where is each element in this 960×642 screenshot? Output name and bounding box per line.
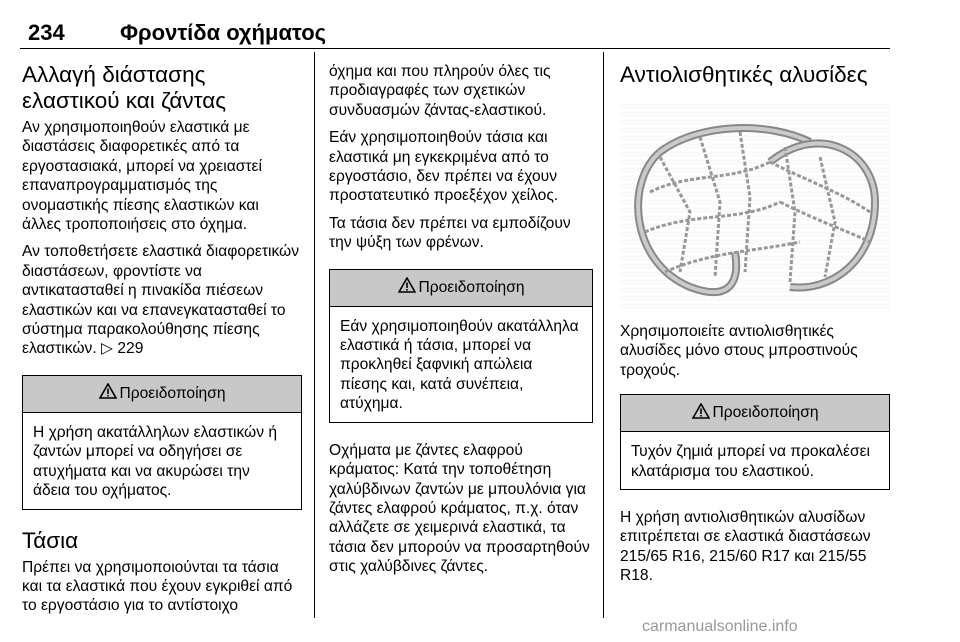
column-divider-right xyxy=(603,52,604,618)
watermark: carmanualsonline.info xyxy=(642,618,798,635)
paragraph: Αν τοποθετήσετε ελαστικά διαφορετικών διαστάσεων, φροντίστε να αντικατασταθεί η πινακίδα πιέσεων ελαστικών και να επανεγκατασταθεί το σύστημα παρακολούθησης πίεσης ελαστικών. ▷ 229 xyxy=(22,243,300,358)
warning-triangle-icon xyxy=(99,383,117,404)
column-divider-left xyxy=(314,52,315,618)
section-heading-wheel-covers: Τάσια xyxy=(22,527,79,553)
paragraph: Τα τάσια δεν πρέπει να εμποδίζουν την ψύξη των φρένων. xyxy=(329,214,571,252)
column-3 xyxy=(620,62,890,594)
warning-text: Τυχόν ζημιά μπορεί να προκαλέσει κλατάρισμα του ελαστικού. xyxy=(631,443,871,480)
warning-header xyxy=(23,376,301,413)
page-header xyxy=(0,0,960,52)
page-ref-number[interactable]: 229 xyxy=(117,340,144,358)
warning-header xyxy=(330,270,592,307)
paragraph: Πρέπει να χρησιμοποιούνται τα τάσια και τα ελαστικά που έχουν εγκριθεί από το εργοστάσιο για το αντίστοιχο xyxy=(22,558,293,615)
warning-header xyxy=(621,395,889,432)
paragraph: Χρησιμοποιείτε αντιολισθητικές αλυσίδες μόνο στους μπροστινούς τροχούς. xyxy=(620,323,858,379)
header-rule xyxy=(20,48,890,49)
warning-text: Εάν χρησιμοποιηθούν ακατάλληλα ελαστικά ή τάσια, μπορεί να προκληθεί ξαφνική απώλεια πίεσης και, κατά συνέπεια, ατύχημα. xyxy=(340,317,579,413)
paragraph: Οχήματα με ζάντες ελαφρού κράματος: Κατά την τοποθέτηση χαλύβδινων ζαντών με μπουλόνια για ζάντες ελαφρού κράματος, π.χ. όταν αλλάζετε σε χειμερινά ελαστικά, τα τάσια δεν μπορούν να προσαρτηθούν στις χαλύβδινες ζάντες. xyxy=(329,441,590,576)
warning-title: Προειδοποίηση xyxy=(712,404,819,422)
warning-triangle-icon xyxy=(692,403,710,424)
paragraph: όχημα και που πληρούν όλες τις προδιαγραφές των σχετικών συνδυασμών ζάντας-ελαστικού. xyxy=(329,63,551,119)
column-1 xyxy=(22,62,302,624)
warning-box xyxy=(329,269,593,423)
warning-title: Προειδοποίηση xyxy=(418,278,525,296)
warning-text: Η χρήση ακατάλληλων ελαστικών ή ζαντών μπορεί να οδηγήσει σε ατυχήματα και να ακυρώσει την άδεια του οχήματος. xyxy=(33,423,278,500)
warning-box xyxy=(620,394,890,490)
warning-triangle-icon xyxy=(398,277,416,298)
paragraph: Η χρήση αντιολισθητικών αλυσίδων επιτρέπεται σε ελαστικά διαστάσεων 215/65 R16, 215/60 R17 και 215/55 R18. xyxy=(620,509,871,585)
column-2 xyxy=(329,62,593,585)
snow-chains-illustration-icon xyxy=(620,102,890,312)
paragraph: Αν χρησιμοποιηθούν ελαστικά με διαστάσεις διαφορετικές από τα εργοστασιακά, μπορεί να χρειαστεί επαναπρογραμματισμός της ονομαστικής πίεσης ελαστικών και άλλες τροποποιήσεις στο όχημα. xyxy=(22,119,262,234)
page-title: Φροντίδα οχήματος xyxy=(120,20,327,45)
page-ref-arrow-icon[interactable]: ▷ 229 xyxy=(101,340,144,358)
warning-box xyxy=(22,375,302,510)
section-heading-tyre-change: Αλλαγή διάστασης ελαστικού και ζάντας xyxy=(22,62,227,113)
section-heading-snow-chains: Αντιολισθητικές αλυσίδες xyxy=(620,62,868,87)
warning-title: Προειδοποίηση xyxy=(119,384,226,402)
page-number: 234 xyxy=(28,20,65,45)
paragraph: Εάν χρησιμοποιηθούν τάσια και ελαστικά μη εγκεκριμένα από το εργοστάσιο, δεν πρέπει να έχουν προστατευτικό προεξέχον χείλος. xyxy=(329,129,559,205)
